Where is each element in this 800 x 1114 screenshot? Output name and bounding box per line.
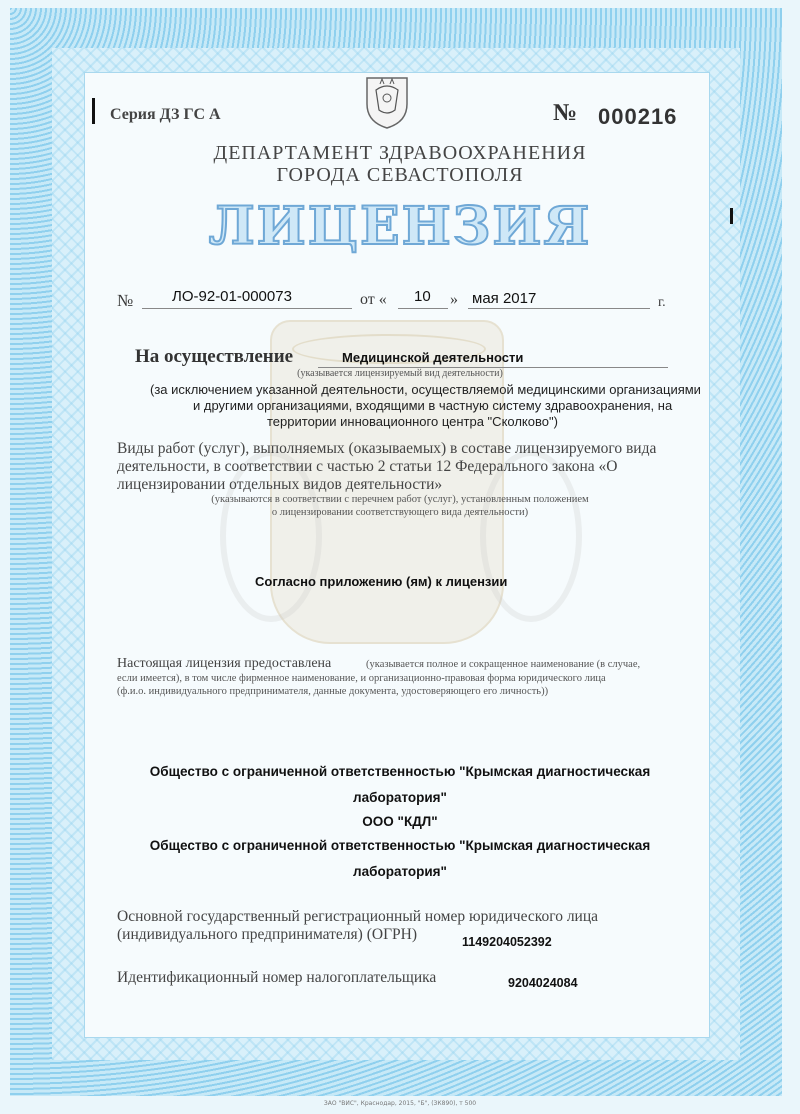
series-label: Серия ДЗ ГС А bbox=[110, 106, 221, 123]
activity-exclusion-line-1: (за исключением указанной деятельности, осуществляемой медицинскими организациями bbox=[150, 382, 701, 397]
license-day: 10 bbox=[414, 288, 431, 305]
inn-value: 9204024084 bbox=[508, 976, 578, 990]
grantee-hint-3: (ф.и.о. индивидуального предпринимателя, данные документа, удостоверяющего его личность)) bbox=[117, 686, 549, 697]
grantee-hint-2: если имеется), в том числе фирменное наименование, и организационно-правовая форма юридического лица bbox=[117, 673, 606, 684]
works-value: Согласно приложению (ям) к лицензии bbox=[255, 574, 508, 589]
license-number: ЛО-92-01-000073 bbox=[172, 288, 292, 305]
blank-number: 000216 bbox=[598, 104, 678, 129]
date-from-label: от « bbox=[360, 291, 387, 308]
activity-label: На осуществление bbox=[135, 346, 294, 367]
document-title: ЛИЦЕНЗИЯ bbox=[208, 196, 592, 257]
grantee-hint-1: (указывается полное и сокращенное наименование (в случае, bbox=[366, 659, 641, 670]
ogrn-label-line-1: Основной государственный регистрационный номер юридического лица bbox=[117, 908, 599, 925]
activity-exclusion-line-3: территории инновационного центра "Сколково") bbox=[267, 414, 558, 429]
day-underline bbox=[398, 308, 448, 309]
grantee-brand-name-line-1: Общество с ограниченной ответственностью "Крымская диагностическая bbox=[149, 838, 651, 853]
number-sign: № bbox=[553, 100, 578, 126]
grantee-short-name: ООО "КДЛ" bbox=[362, 814, 438, 829]
ogrn-label-line-2: (индивидуального предпринимателя) (ОГРН) bbox=[117, 926, 418, 943]
month-year-underline bbox=[468, 308, 650, 309]
activity-hint: (указывается лицензируемый вид деятельности) bbox=[297, 368, 503, 379]
inn-label: Идентификационный номер налогоплательщика bbox=[117, 969, 437, 986]
license-number-sign: № bbox=[117, 291, 134, 310]
works-line-1: Виды работ (услуг), выполняемых (оказываемых) в составе лицензируемого вида bbox=[117, 440, 657, 457]
grantee-brand-name-line-2: лаборатория" bbox=[353, 864, 447, 879]
activity-exclusion-line-2: и другими организациями, входящими в частную систему здравоохранения, на bbox=[193, 398, 673, 413]
activity-value: Медицинской деятельности bbox=[342, 350, 524, 365]
works-line-3: лицензировании отдельных видов деятельности» bbox=[117, 476, 443, 493]
scan-mark bbox=[92, 98, 95, 124]
works-hint-1: (указываются в соответствии с перечнем работ (услуг), установленным положением bbox=[211, 494, 589, 505]
grantee-intro: Настоящая лицензия предоставлена bbox=[117, 656, 332, 671]
ogrn-value: 1149204052392 bbox=[462, 935, 552, 949]
license-number-underline bbox=[142, 308, 352, 309]
works-hint-2: о лицензировании соответствующего вида деятельности) bbox=[271, 507, 529, 518]
russian-coat-of-arms-icon bbox=[362, 70, 412, 130]
date-close-quote: » bbox=[450, 291, 458, 308]
license-month-year: мая 2017 bbox=[472, 290, 537, 307]
grantee-full-name-line-2: лаборатория" bbox=[353, 790, 447, 805]
works-line-2: деятельности, в соответствии с частью 2 статьи 12 Федерального закона «О bbox=[117, 458, 618, 475]
printer-imprint: ЗАО "ВИС", Краснодар, 2015, "Б", (ЗК890), т 500 bbox=[323, 1100, 477, 1107]
department-line-2: ГОРОДА СЕВАСТОПОЛЯ bbox=[276, 164, 524, 186]
year-suffix: г. bbox=[658, 295, 666, 310]
grantee-full-name-line-1: Общество с ограниченной ответственностью "Крымская диагностическая bbox=[149, 764, 651, 779]
department-line-1: ДЕПАРТАМЕНТ ЗДРАВООХРАНЕНИЯ bbox=[213, 142, 587, 164]
